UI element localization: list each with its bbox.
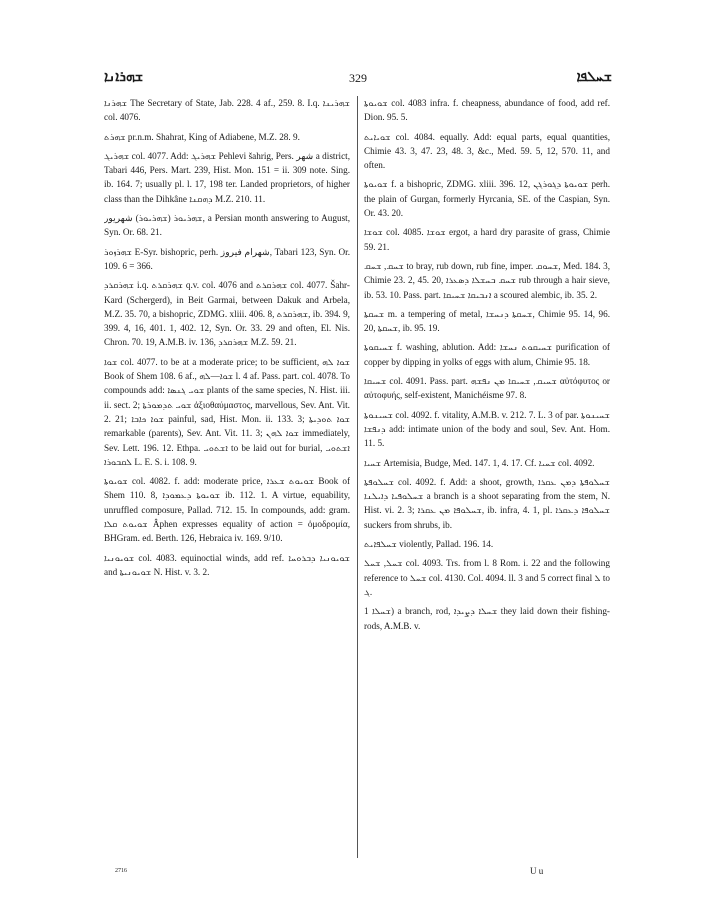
entry: ܫܚܝܢܘܬܐ col. 4092. f. vitality, A.M.B. v. 212. 7. L. 3 of par. ܫܚܝܢܘܬܐ ܕܢܦܫܐ add: intimate union of the body and soul, Sev. Ant. Hom. 11. 5.	[364, 409, 610, 449]
left-column	[104, 96, 350, 871]
entry: ܫܘܝܘܬܐ f. a bishopric, ZDMG. xliii. 396. 12, ܫܘܝܘܬܐ ܕܓܘܪܓܢ perh. the plain of Gurgan, formerly Hyrcania, SE. of the Caspian, Syn. Or. 43. 20.	[364, 179, 610, 219]
entry: ܫܘܝܘܢܝܐ col. 4083. equinoctial winds, add ref. ܫܘܝܘܢܝܐ ܕܒܪܘܚܐ and ܫܘܝܘܢܝܬܐ N. Hist. v. 3. 2.	[104, 552, 350, 577]
entry: ܫܗܪܙܘܪ E-Syr. bishopric, perh. شهرام فيروز, Tabari 123, Syn. Or. 109. 6 = 366.	[104, 246, 350, 271]
entry: ܫܘܫܐ col. 4085. ܫܘܫܐ ergot, a hard dry parasite of grass, Chimie 59. 21.	[364, 227, 610, 252]
entry: ܫܗܪܢܐ The Secretary of State, Jab. 228. 4 af., 259. 8. I.q. ܫܗܪܝܢܐ col. 4076.	[104, 98, 350, 123]
entry: ܫܚܠܦܐܝܬ violently, Pallad. 196. 14.	[364, 539, 494, 550]
entry: ܫܗܪܝܘܪ (ܫܗܪܝܘܪ) شهريور, a Persian month answering to August, Syn. Or. 68. 21.	[104, 213, 350, 238]
entry: ܫܚܝܩܘܬܐ f. washing, ablution. Add: ܫܚܝܩܘܬ ܢܚܫܐ purification of copper by dipping in yolks of eggs with alum, Chimie 95. 18.	[364, 342, 610, 367]
entry: ܫܚܠܘܦܬܐ col. 4092. f. Add: a shoot, growth, ܫܚܠܘܦܬܐ ܕܡܢ ܥܩܪܐ ܫܚܠܘܦܝܐ ܕܐܝܠܢܐ a branch is a shoot separating from the stem, N. Hist. vi. 2. 3; ܫܚܠܘܦܐ ܡܢ ܥܩܪܐ, ib. infra, 4. 1, pl. ܫܚܠܘܦܐ ܕܥܩܪܐ suckers from shrubs, ib.	[364, 476, 610, 530]
entry: ܫܘܝܐܝܬ col. 4084. equally. Add: equal parts, equal quantities, Chimie 43. 3, 47. 23, 48. 3, &c., Med. 59. 5, 12, 570. 11, and often.	[364, 131, 610, 171]
entry: ܫܘܐ col. 4077. to be at a moderate price; to be sufficient, ܫܘܐ ܠܗ Book of Shem 108. 6 af., ܫܘܐ—ܠܗ l. 4 af. Pass. part. col. 4078. To compounds add: ܫܘܝ ܓܢܣܐ plants of the same species, N. Hist. iii. ii. sect. 2; ܫܘܝ ܬܕܡܘܪܬܐ ἀξιοθαύμαστος, marvellous, Sev. Ant. Vit. 2. 21; ܫܘܐ ܟܐܒܐ painful, sad, Hist. Mon. ii. 133. 3; ܫܘܐ ܬܘܕܝܬܐ remarkable (parents), Sev. Ant. Vit. 11. 3; ܫܘܐ ܠܗܢ immediately, Sev. Lett. 196. 12. Ethpa. ܐܫܬܘܝ to be laid out for burial, ܐܫܬܘܝ ܠܩܒܘܪܐ L. E. S. i. 108. 9.	[104, 356, 350, 467]
entry: ܫܘܝܘܬܐ col. 4082. f. add: moderate price, ܫܘܝܘܬ ܫܥܪܐ Book of Shem 110. 8, ܫܘܝܘܬܐ ܕܥܡܘܕܐ ib. 112. 1. A virtue, equability, unruffled composure, Pallad. 712. 15. In compounds, add: gram. ܫܘܝܘܬ ܩܠܐ Âphen expresses equality of action = ὁμοδρομία, BHGram. ed. Berth. 126, Hebraica iv. 169. 9/10.	[104, 476, 350, 544]
entry: ܫܗܪܬ pr.n.m. Shahrat, King of Adiabene, M.Z. 28. 9.	[104, 131, 300, 142]
printer-signature: 2716	[115, 868, 127, 874]
right-column	[364, 96, 610, 871]
catchword: U u	[530, 866, 544, 876]
column-divider	[357, 96, 358, 858]
entry: ܫܘܝܘܬܐ col. 4083 infra. f. cheapness, abundance of food, add ref. Dion. 95. 5.	[364, 98, 610, 123]
entry: ܫܚܝܐ Artemisia, Budge, Med. 147. 1, 4. 17. Cf. ܫܚܝܐ col. 4092.	[364, 457, 595, 468]
entry: ܫܚܝܩܐ col. 4091. Pass. part. ܫܚܝܩ, ܫܚܝܩܐ ܡܢ ܢܦܫܗ αὐτόφυτος or αὐτοφυής, self-existent, Manichéisme 97. 8.	[364, 376, 610, 401]
entry: ܫܚܩܬܐ m. a tempering of metal, ܫܚܩܬܐ ܕܢܚܫܐ, Chimie 95. 14, 96. 20, ܫܚܩܬܐ, ib. 95. 19.	[364, 308, 610, 334]
page-header	[104, 69, 612, 89]
entry: ܫܗܪܝܓ col. 4077. Add: ܫܗܪܝܓ Pehlevi šahrig, Pers. شهر a district, Tabari 446, Pers. Mart. 239, Hist. Mon. 151 = ii. 309 note. Sing. ib. 164. 7; usually pl. l. 17, 198 ter. Landed proprietors, of higher class than the Dihkâne ܕܗܩܢܐ M.Z. 210. 11.	[104, 150, 350, 204]
entry: ܫܗܪܩܪܕ i.q. ܫܗܪܩܪܬ q.v. col. 4076 and ܫܗܪܩܪܬ col. 4077. Šahr-Kard (Schergerd), in Beit Garmai, between Dakuk and Arbela, M.Z. 35. 70, a bishopric, ZDMG. xliii. 406. 8, ܫܗܪܩܪܬ, ib. 394. 9, 399. 4, 16, 401. 1, 402. 12, Syn. Or. 33. 29 and often, El. Nis. Chron. 70. 19, A.M.B. iv. 136, ܫܗܪܩܪܕ M.Z. 59. 21.	[104, 280, 350, 348]
page-number: 329	[349, 71, 367, 85]
entry: ܫܚܠ, ܫܚܠ col. 4093. Trs. from l. 8 Rom. i. 22 and the following reference to ܫܚܠ col. 4130. Col. 4094. ll. 3 and 5 correct final ܠ to ܓ.	[364, 558, 610, 597]
header-right-word: ܫܚܠܦܐ	[576, 69, 612, 85]
entry: ܫܚܠܐ 1) a branch, rod, ܫܚܠܐ ܕܨܝܕܐ they laid down their fishing-rods, A.M.B. v.	[364, 606, 610, 631]
entry: ܫܚܩ, ܫܚܩ to bray, rub down, rub fine, imper. ܫܚܘܩ, Med. 184. 3, Chimie 23. 2, 45. 20, ܫܚܩ ܒܚܫܠܐ ܕܣܥܪܐ rub through a hair sieve, ib. 53. 10. Pass. part. ܐܢܒܝܩܐ ܫܚܝܩܐ a scoured alembic, ib. 35. 2.	[364, 260, 610, 300]
header-left-word: ܫܗܪܐܢܐ	[104, 69, 144, 85]
